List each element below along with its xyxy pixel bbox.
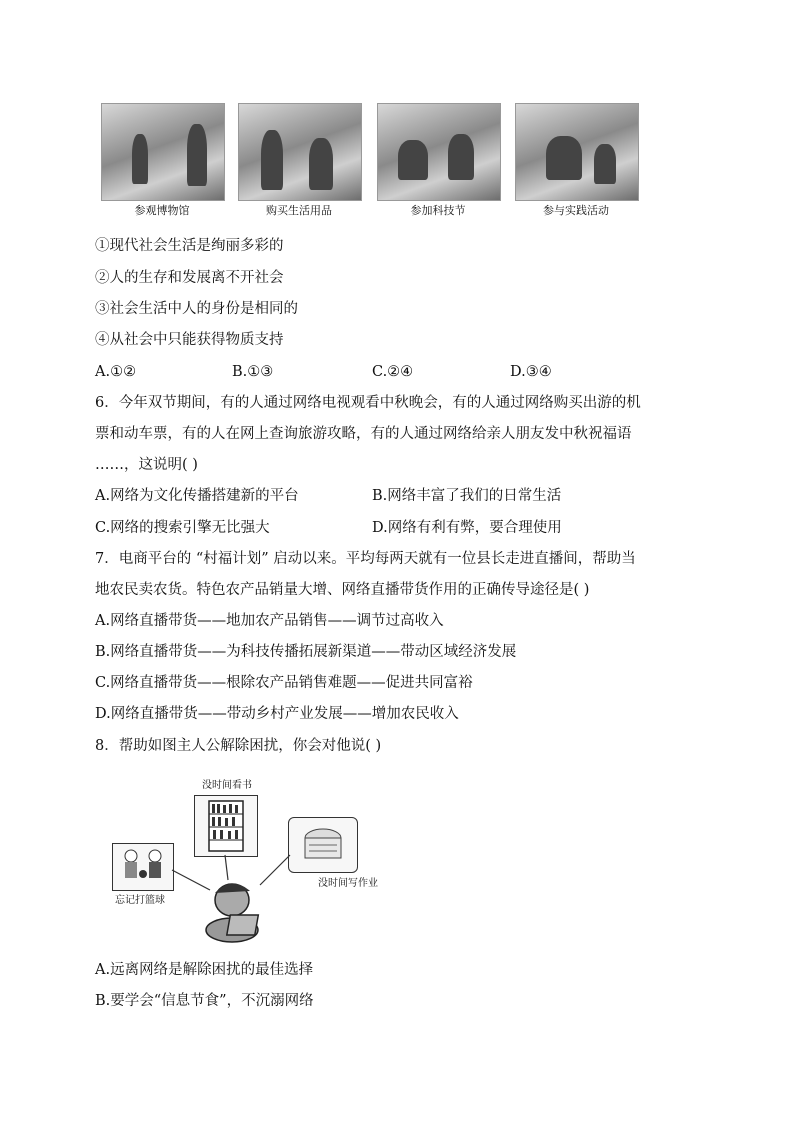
- q7-question-line-2: 地农民卖农货。特色农产品销量大增、网络直播带货作用的正确传导途径是( ): [95, 582, 590, 598]
- cartoon-label-forgot-basketball: 忘记打篮球: [115, 895, 165, 906]
- q6-option-c[interactable]: C.网络的搜索引擎无比强大: [95, 520, 270, 536]
- photo-caption: 参观博物馆: [134, 204, 190, 217]
- cartoon-label-no-time-read: 没时间看书: [202, 780, 252, 791]
- photo-shopping: [238, 103, 362, 201]
- q8-option-a[interactable]: A.远离网络是解除困扰的最佳选择: [95, 962, 314, 978]
- q7-option-a[interactable]: A.网络直播带货——地加农产品销售——调节过高收入: [95, 613, 444, 629]
- q6-question-line-3: ……，这说明( ): [95, 457, 198, 473]
- photo-caption: 购买生活用品: [266, 204, 332, 217]
- q6-question-line-2: 票和动车票，有的人在网上查询旅游攻略，有的人通过网络给亲人朋友发中秋祝福语: [95, 426, 632, 442]
- q7-question-line-1: 7．电商平台的 “村福计划” 启动以来。平均每两天就有一位县长走进直播间，帮助当: [95, 551, 636, 567]
- q8-question: 8．帮助如图主人公解除困扰，你会对他说( ): [95, 738, 382, 754]
- q7-option-c[interactable]: C.网络直播带货——根除农产品销售难题——促进共同富裕: [95, 675, 473, 691]
- q5-option-b[interactable]: B.①③: [232, 364, 274, 380]
- q5-option-d[interactable]: D.③④: [510, 364, 552, 380]
- photo-science-festival: [377, 103, 501, 201]
- q8-option-b[interactable]: B.要学会“信息节食”，不沉溺网络: [95, 993, 314, 1009]
- photo-practice-activity: [515, 103, 639, 201]
- q5-option-c[interactable]: C.②④: [372, 364, 414, 380]
- q6-option-b[interactable]: B.网络丰富了我们的日常生活: [372, 488, 562, 504]
- q5-statement-4: ④从社会中只能获得物质支持: [95, 332, 284, 348]
- q7-option-b[interactable]: B.网络直播带货——为科技传播拓展新渠道——带动区域经济发展: [95, 644, 517, 660]
- q8-cartoon: [100, 775, 400, 945]
- q7-option-d[interactable]: D.网络直播带货——带动乡村产业发展——增加农民收入: [95, 706, 459, 722]
- q5-option-a[interactable]: A.①②: [95, 364, 137, 380]
- q6-option-d[interactable]: D.网络有利有弊，要合理使用: [372, 520, 562, 536]
- q6-option-a[interactable]: A.网络为文化传播搭建新的平台: [95, 488, 299, 504]
- q6-question-line-1: 6．今年双节期间，有的人通过网络电视观看中秋晚会，有的人通过网络购买出游的机: [95, 395, 641, 411]
- photo-museum: [101, 103, 225, 201]
- photo-caption: 参加科技节: [410, 204, 466, 217]
- photo-caption: 参与实践活动: [543, 204, 609, 217]
- boy-at-computer-illustration: [100, 775, 400, 945]
- q5-statement-1: ①现代社会生活是绚丽多彩的: [95, 238, 284, 254]
- q5-statement-3: ③社会生活中人的身份是相同的: [95, 301, 298, 317]
- q5-statement-2: ②人的生存和发展离不开社会: [95, 270, 284, 286]
- cartoon-label-no-time-homework: 没时间写作业: [318, 878, 378, 889]
